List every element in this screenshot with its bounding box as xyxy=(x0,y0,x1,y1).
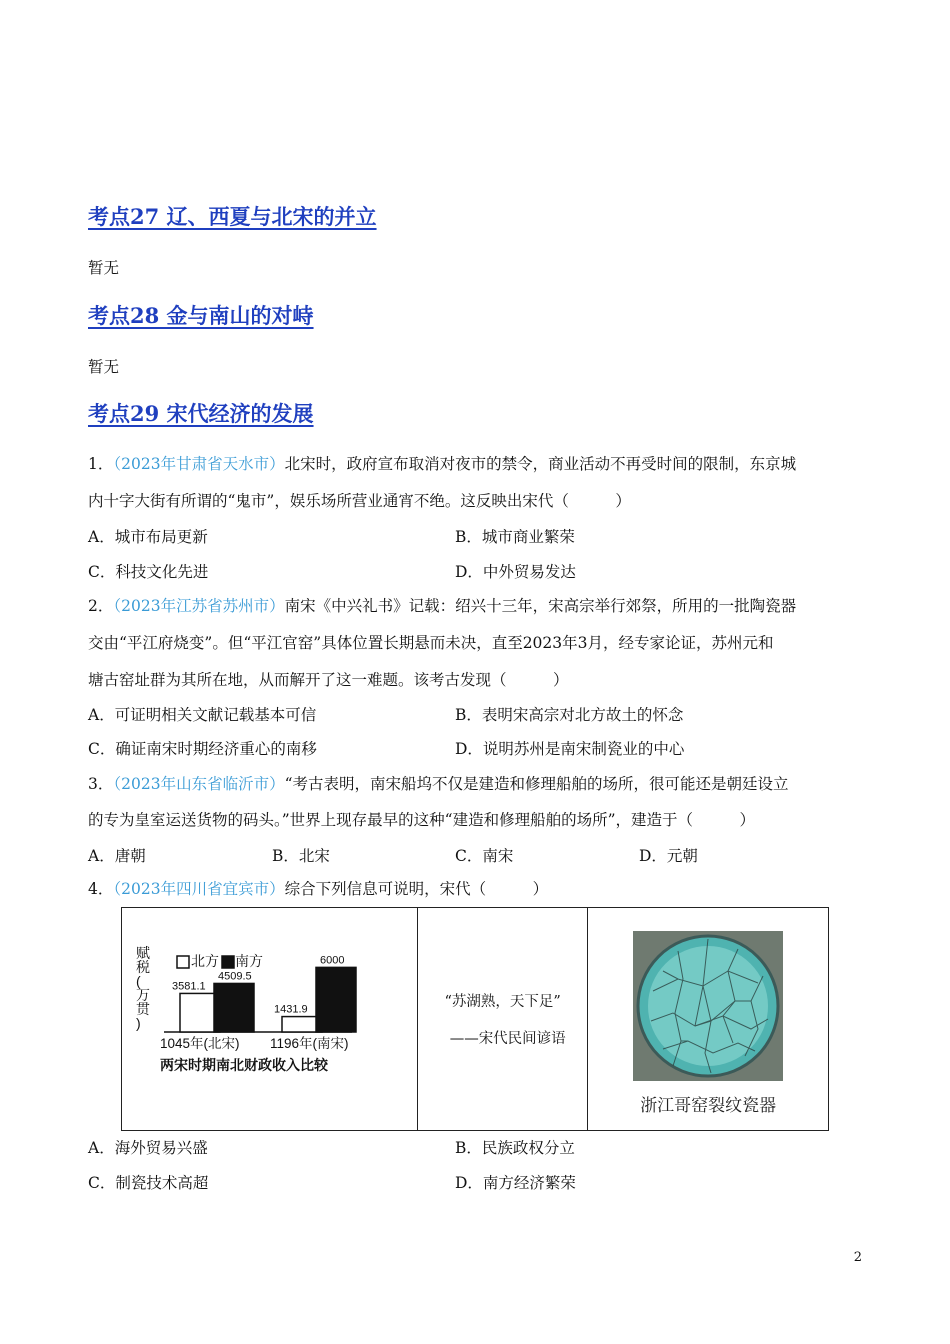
q3-option-b: B．北宋 xyxy=(272,847,330,865)
ylabel-char: ) xyxy=(136,1015,141,1031)
question-text: 北宋时，政府宣布取消对夜市的禁令，商业活动不再受时间的限制，东京城 xyxy=(284,455,797,473)
proverb-attribution: ——宋代民间谚语 xyxy=(449,1031,566,1047)
data-label-north-1: 1431.9 xyxy=(274,1003,308,1016)
question-1-line-2: 内十字大街有所谓的“鬼市”，娱乐场所营业通宵不绝。这反映出宋代（ ） xyxy=(88,492,631,510)
category-label-1045: 1045年(北宋) xyxy=(160,1036,240,1051)
q4-option-c: C．制瓷技术高超 xyxy=(88,1174,209,1192)
chart-ylabel xyxy=(136,945,151,1031)
section-note-27: 暂无 xyxy=(88,259,120,277)
q1-option-d: D．中外贸易发达 xyxy=(455,563,576,581)
question-number: 3． xyxy=(88,775,114,793)
figure-table xyxy=(121,907,829,1131)
proverb-text: “苏湖熟，天下足” xyxy=(444,994,561,1010)
q1-option-a: A．城市布局更新 xyxy=(88,528,208,546)
section-heading-27: 考点27 辽、西夏与北宋的并立 xyxy=(88,204,377,229)
ylabel-char: 赋 xyxy=(136,945,150,961)
question-1-line-1 xyxy=(88,452,796,474)
question-text: 综合下列信息可说明，宋代（ ） xyxy=(284,880,549,898)
q3-option-a: A．唐朝 xyxy=(88,847,146,865)
question-source: （2023年四川省宜宾市） xyxy=(113,880,285,898)
section-note-28: 暂无 xyxy=(88,358,120,376)
page-number: 2 xyxy=(853,1250,862,1265)
ylabel-char: ( xyxy=(136,973,141,989)
question-number: 1． xyxy=(88,455,114,473)
bar-south-1 xyxy=(316,967,356,1032)
q1-option-c: C．科技文化先进 xyxy=(88,563,209,581)
ylabel-char: 税 xyxy=(136,959,150,975)
question-2-line-1 xyxy=(88,594,796,616)
crackle-porcelain-image xyxy=(633,931,783,1081)
q2-option-c: C．确证南宋时期经济重心的南移 xyxy=(88,740,317,758)
question-number: 2． xyxy=(88,597,114,615)
quote-cell xyxy=(417,908,587,1131)
q2-option-d: D．说明苏州是南宋制瓷业的中心 xyxy=(455,740,685,758)
bar-south-0 xyxy=(214,983,254,1032)
porcelain-caption: 浙江哥窑裂纹瓷器 xyxy=(640,1095,777,1115)
legend-north-swatch xyxy=(177,956,189,968)
tax-revenue-chart xyxy=(122,908,416,1126)
q2-option-b: B．表明宋高宗对北方故土的怀念 xyxy=(455,706,684,724)
q3-option-d: D．元朝 xyxy=(639,847,698,865)
question-number: 4． xyxy=(88,880,114,898)
question-3-line-2: 的专为皇室运送货物的码头。”世界上现存最早的这种“建造和修理船舶的场所”，建造于（ ） xyxy=(88,811,756,829)
question-source: （2023年甘肃省天水市） xyxy=(113,455,285,473)
ylabel-char: 贯 xyxy=(136,1001,150,1017)
ylabel-char: 万 xyxy=(136,987,150,1003)
section-heading-28: 考点28 金与南山的对峙 xyxy=(88,303,314,328)
porcelain-cell xyxy=(588,908,829,1131)
q2-option-a: A．可证明相关文献记载基本可信 xyxy=(88,706,317,724)
question-2-line-3: 塘古窑址群为其所在地，从而解开了这一难题。该考古发现（ ） xyxy=(88,671,569,689)
question-source: （2023年江苏省苏州市） xyxy=(113,597,285,615)
question-4-line-1 xyxy=(88,877,548,899)
question-3-line-1 xyxy=(88,772,789,794)
data-label-south-1: 6000 xyxy=(320,954,345,967)
data-label-south-0: 4509.5 xyxy=(218,970,252,983)
question-text: “考古表明，南宋船坞不仅是建造和修理船舶的场所，很可能还是朝廷设立 xyxy=(284,775,789,793)
q1-option-b: B．城市商业繁荣 xyxy=(455,528,575,546)
q4-option-d: D．南方经济繁荣 xyxy=(455,1174,576,1192)
question-2-line-2: 交由“平江府烧变”。但“平江官窑”具体位置长期悬而未决，直至2023年3月，经专家论证，苏州元和 xyxy=(88,634,774,652)
q3-option-c: C．南宋 xyxy=(455,847,514,865)
category-label-1196: 1196年(南宋) xyxy=(270,1036,349,1051)
q4-option-a: A．海外贸易兴盛 xyxy=(88,1139,208,1157)
chart-cell xyxy=(122,908,418,1131)
legend-south-swatch xyxy=(222,956,234,968)
q4-option-b: B．民族政权分立 xyxy=(455,1139,575,1157)
legend-south-label: 南方 xyxy=(235,953,263,969)
legend-north-label: 北方 xyxy=(191,953,219,969)
data-label-north-0: 3581.1 xyxy=(172,980,206,993)
question-text: 南宋《中兴礼书》记载：绍兴十三年，宋高宗举行郊祭，所用的一批陶瓷器 xyxy=(284,597,797,615)
section-heading-29: 考点29 宋代经济的发展 xyxy=(88,401,314,426)
question-source: （2023年山东省临沂市） xyxy=(113,775,285,793)
chart-title: 两宋时期南北财政收入比较 xyxy=(160,1057,328,1073)
